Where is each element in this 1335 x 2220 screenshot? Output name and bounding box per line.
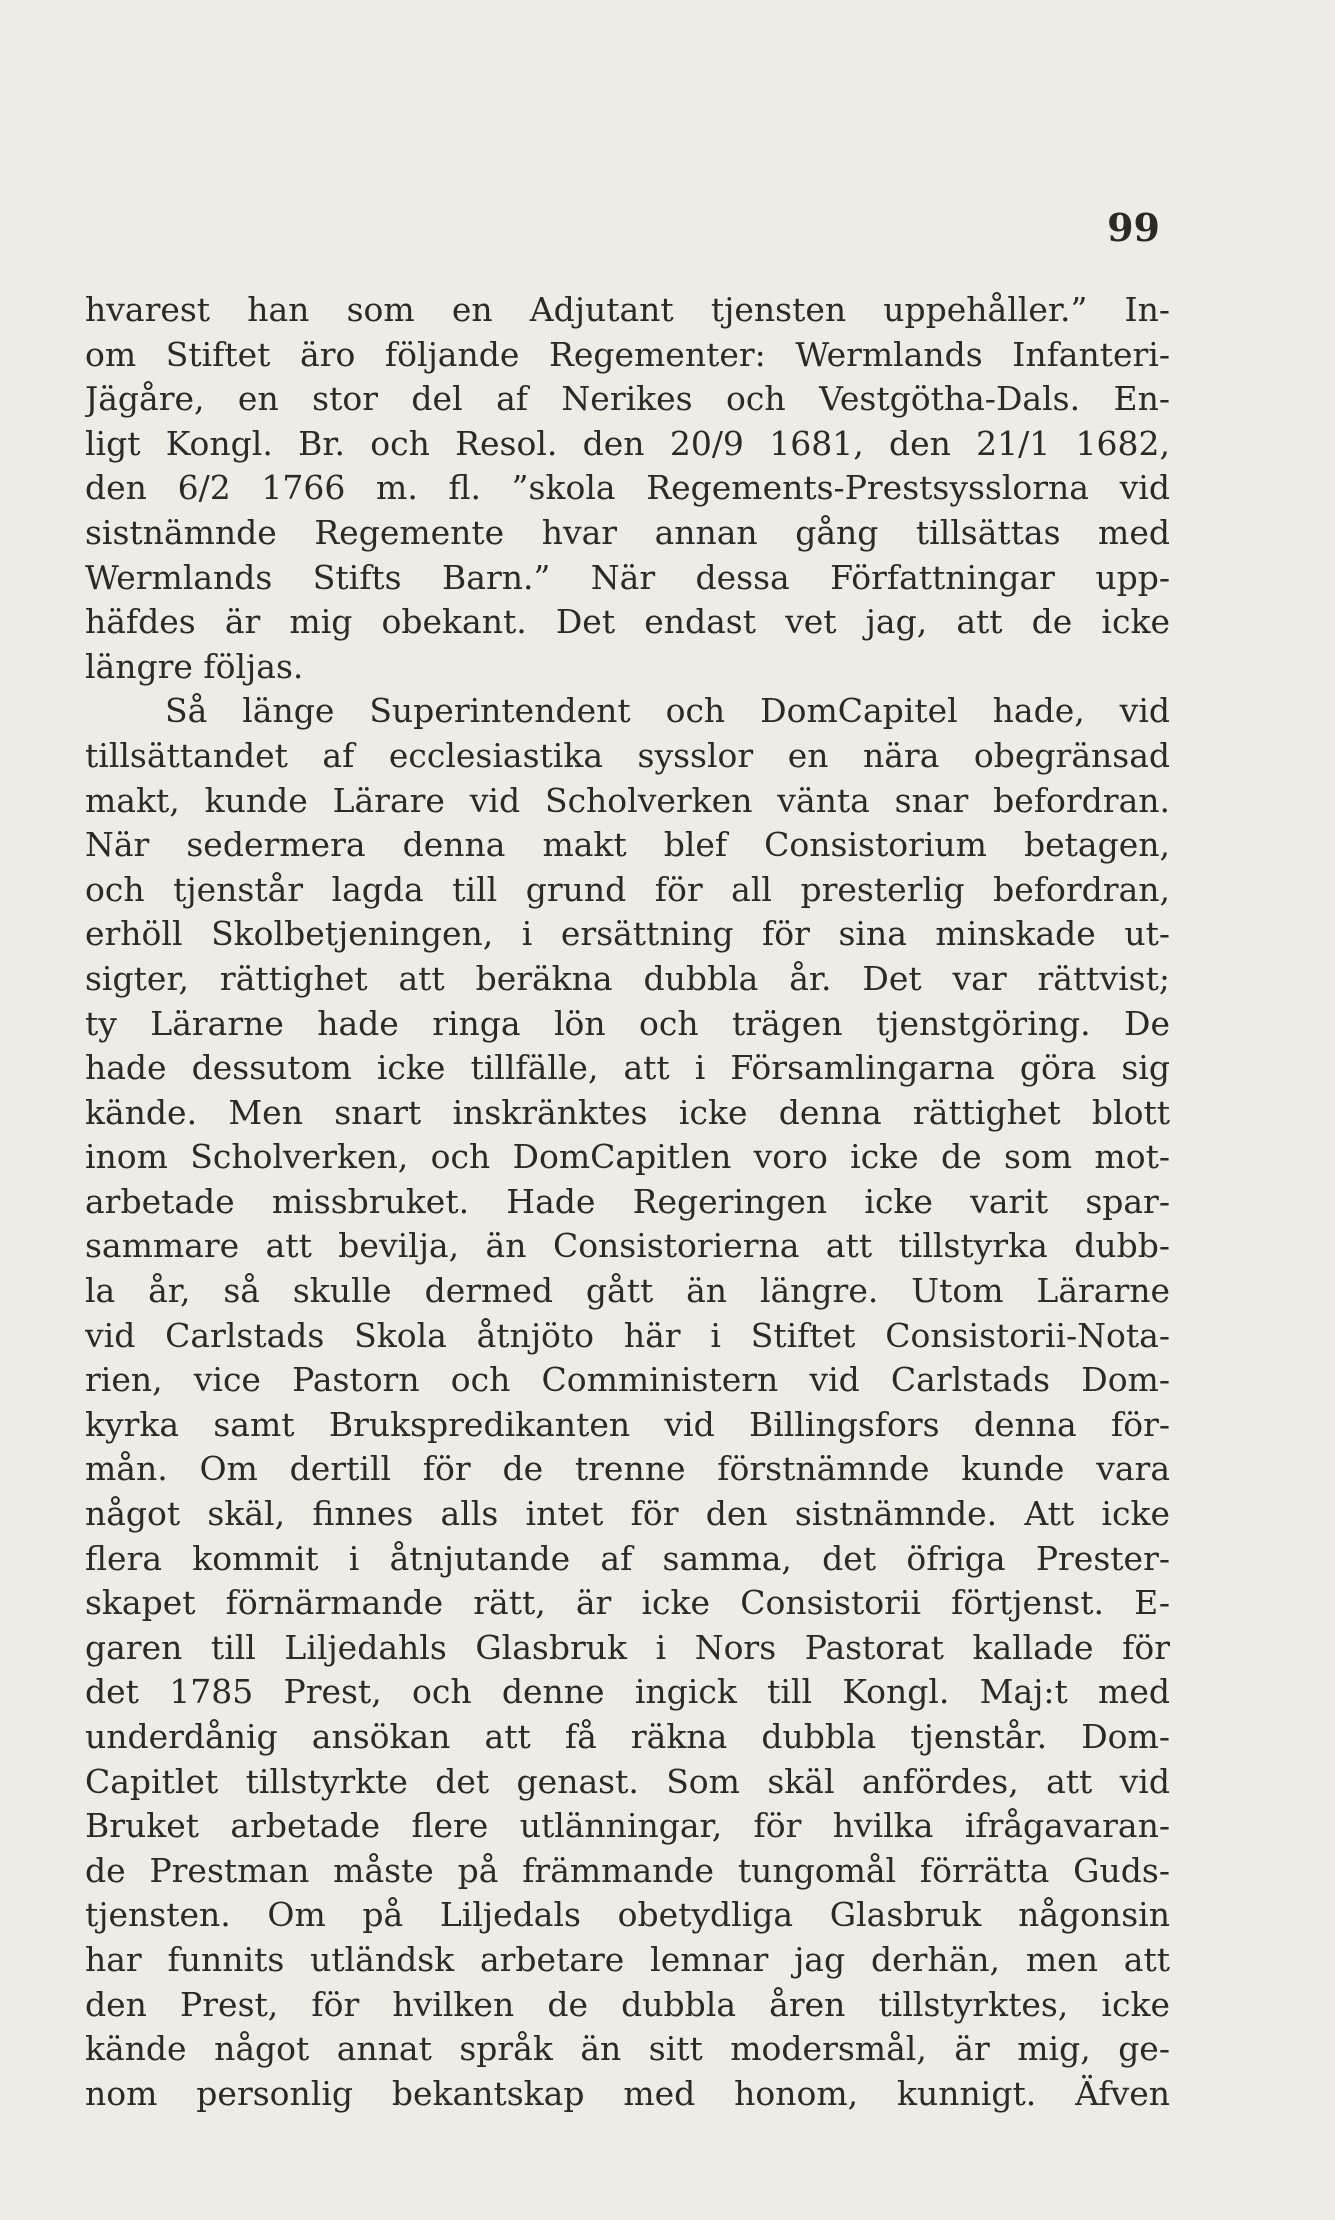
text-line: garen till Liljedahls Glasbruk i Nors Pastorat kallade för bbox=[85, 1627, 1170, 1667]
text-line: har funnits utländsk arbetare lemnar jag derhän, men att bbox=[85, 1939, 1170, 1979]
text-line: och tjenstår lagda till grund för all presterlig befordran, bbox=[85, 869, 1170, 909]
text-line: de Prestman måste på främmande tungomål förrätta Guds- bbox=[85, 1850, 1170, 1890]
paragraph-start-line: Så länge Superintendent och DomCapitel hade, vid bbox=[165, 691, 1170, 731]
text-line: den Prest, för hvilken de dubbla åren tillstyrktes, icke bbox=[85, 1984, 1170, 2024]
text-line: tjensten. Om på Liljedals obetydliga Glasbruk någonsin bbox=[85, 1895, 1170, 1935]
text-line: underdånig ansökan att få räkna dubbla tjenstår. Dom- bbox=[85, 1717, 1170, 1756]
text-line: Wermlands Stifts Barn.” När dessa Författningar upp- bbox=[85, 557, 1170, 597]
body-text bbox=[85, 288, 1170, 2116]
text-line: hade dessutom icke tillfälle, att i Församlingarna göra sig bbox=[85, 1048, 1170, 1088]
text-line: rien, vice Pastorn och Comministern vid Carlstads Dom- bbox=[85, 1360, 1170, 1400]
text-line: den 6/2 1766 m. fl. ”skola Regements-Prestsysslorna vid bbox=[85, 468, 1170, 508]
text-line: Capitlet tillstyrkte det genast. Som skäl anfördes, att vid bbox=[85, 1761, 1170, 1801]
text-line: nom personlig bekantskap med honom, kunnigt. Äfven bbox=[85, 2073, 1170, 2113]
text-line: sammare att bevilja, än Consistorierna att tillstyrka dubb- bbox=[85, 1226, 1170, 1266]
text-line: erhöll Skolbetjeningen, i ersättning för sina minskade ut- bbox=[85, 914, 1170, 954]
text-line: kyrka samt Brukspredikanten vid Billingsfors denna för- bbox=[85, 1404, 1170, 1444]
text-line: skapet förnärmande rätt, är icke Consistorii förtjenst. E- bbox=[85, 1583, 1170, 1623]
text-line: häfdes är mig obekant. Det endast vet jag, att de icke bbox=[85, 602, 1170, 642]
text-line: sigter, rättighet att beräkna dubbla år. Det var rättvist; bbox=[85, 958, 1170, 998]
text-line: hvarest han som en Adjutant tjensten uppehåller.” In- bbox=[85, 290, 1170, 329]
text-line: tillsättandet af ecclesiastika sysslor en nära obegränsad bbox=[85, 735, 1170, 775]
text-line: la år, så skulle dermed gått än längre. Utom Lärarne bbox=[85, 1271, 1170, 1311]
text-line: Jägåre, en stor del af Nerikes och Vestgötha-Dals. En- bbox=[85, 379, 1170, 419]
text-line: Bruket arbetade flere utlänningar, för hvilka ifrågavaran- bbox=[85, 1806, 1170, 1846]
text-line: mån. Om dertill för de trenne förstnämnde kunde vara bbox=[85, 1449, 1170, 1489]
text-line: makt, kunde Lärare vid Scholverken vänta snar befordran. bbox=[85, 780, 1170, 820]
text-line: kände något annat språk än sitt modersmål, är mig, ge- bbox=[85, 2029, 1170, 2069]
text-line: något skäl, finnes alls intet för den sistnämnde. Att icke bbox=[85, 1494, 1170, 1534]
text-line: det 1785 Prest, och denne ingick till Kongl. Maj:t med bbox=[85, 1672, 1170, 1712]
text-line: sistnämnde Regemente hvar annan gång tillsättas med bbox=[85, 512, 1170, 552]
text-line: ty Lärarne hade ringa lön och trägen tjenstgöring. De bbox=[85, 1003, 1170, 1043]
text-line: om Stiftet äro följande Regementer: Wermlands Infanteri- bbox=[85, 334, 1170, 374]
text-line: ligt Kongl. Br. och Resol. den 20/9 1681, den 21/1 1682, bbox=[85, 423, 1170, 463]
text-line: inom Scholverken, och DomCapitlen voro icke de som mot- bbox=[85, 1137, 1170, 1177]
text-line: När sedermera denna makt blef Consistorium betagen, bbox=[85, 825, 1170, 865]
text-line: arbetade missbruket. Hade Regeringen icke varit spar- bbox=[85, 1181, 1170, 1221]
text-line: vid Carlstads Skola åtnjöto här i Stiftet Consistorii-Nota- bbox=[85, 1315, 1170, 1355]
text-line: flera kommit i åtnjutande af samma, det öfriga Prester- bbox=[85, 1538, 1170, 1578]
page-number: 99 bbox=[1107, 205, 1160, 250]
paragraph-end-line: längre följas. bbox=[85, 646, 304, 686]
text-line: kände. Men snart inskränktes icke denna rättighet blott bbox=[85, 1092, 1170, 1132]
